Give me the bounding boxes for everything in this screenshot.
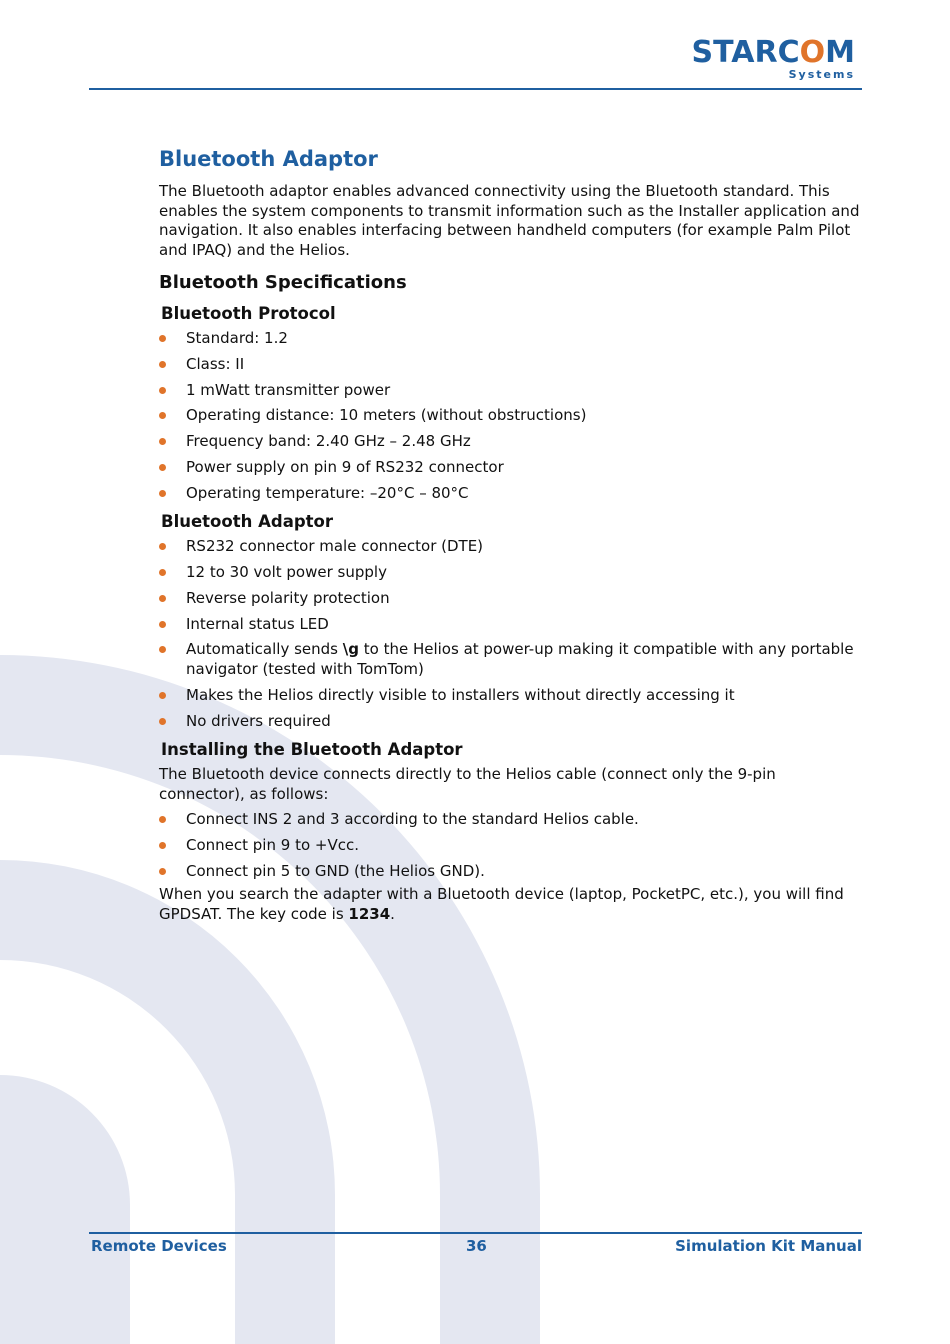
bullet-icon — [159, 621, 166, 628]
command-code: \g — [342, 640, 359, 659]
adaptor-heading: Bluetooth Adaptor — [161, 512, 333, 532]
list-item: Internal status LED — [159, 615, 864, 635]
bullet-icon — [159, 464, 166, 471]
bullet-icon — [159, 842, 166, 849]
list-item: Connect pin 9 to +Vcc. — [159, 836, 864, 856]
bullet-icon — [159, 438, 166, 445]
bullet-icon — [159, 595, 166, 602]
bullet-icon — [159, 387, 166, 394]
list-item: 12 to 30 volt power supply — [159, 563, 864, 583]
list-item: Connect INS 2 and 3 according to the standard Helios cable. — [159, 810, 864, 830]
list-item: Makes the Helios directly visible to installers without directly accessing it — [159, 686, 864, 706]
bullet-icon — [159, 718, 166, 725]
footer-divider — [89, 1232, 862, 1234]
logo-wordmark: STARCOM — [691, 35, 855, 70]
installing-closing: When you search the adapter with a Bluetooth device (laptop, PocketPC, etc.), you will find GPDSAT. The key code is 1234. — [159, 885, 844, 923]
key-code: 1234 — [348, 904, 391, 923]
bullet-icon — [159, 692, 166, 699]
footer-section-name: Remote Devices — [91, 1237, 227, 1255]
installing-list — [159, 810, 864, 881]
bullet-icon — [159, 569, 166, 576]
intro-paragraph: The Bluetooth adaptor enables advanced connectivity using the Bluetooth standard. This enables the system components to transmit information such as the Installer application and navigation. It also enables interfacing between handheld computers (for example Palm Pilot and IPAQ) and the Helios. — [159, 182, 860, 259]
list-item: 1 mWatt transmitter power — [159, 381, 864, 401]
list-item: Operating temperature: –20°C – 80°C — [159, 484, 864, 504]
page-content — [159, 144, 864, 924]
protocol-list — [159, 329, 864, 503]
specs-heading: Bluetooth Specifications — [159, 272, 407, 293]
list-item: Operating distance: 10 meters (without obstructions) — [159, 406, 864, 426]
page-title: Bluetooth Adaptor — [159, 147, 378, 171]
page-number: 36 — [466, 1237, 487, 1255]
installing-heading: Installing the Bluetooth Adaptor — [161, 740, 463, 760]
list-item: Automatically sends \g to the Helios at power-up making it compatible with any portable navigator (tested with TomTom) — [159, 640, 864, 679]
list-item: Class: II — [159, 355, 864, 375]
list-item: Connect pin 5 to GND (the Helios GND). — [159, 862, 864, 882]
list-item: RS232 connector male connector (DTE) — [159, 537, 864, 557]
bullet-icon — [159, 868, 166, 875]
header-divider — [89, 88, 862, 90]
list-item: No drivers required — [159, 712, 864, 732]
bullet-icon — [159, 335, 166, 342]
protocol-heading: Bluetooth Protocol — [161, 304, 336, 323]
bullet-icon — [159, 543, 166, 550]
bullet-icon — [159, 816, 166, 823]
starcom-logo — [685, 35, 855, 81]
list-item: Reverse polarity protection — [159, 589, 864, 609]
list-item: Frequency band: 2.40 GHz – 2.48 GHz — [159, 432, 864, 452]
adaptor-list — [159, 537, 864, 731]
list-item: Power supply on pin 9 of RS232 connector — [159, 458, 864, 478]
list-item: Standard: 1.2 — [159, 329, 864, 349]
logo-subtitle: Systems — [788, 68, 855, 81]
bullet-icon — [159, 412, 166, 419]
bullet-icon — [159, 490, 166, 497]
installing-intro: The Bluetooth device connects directly to the Helios cable (connect only the 9-pin connector), as follows: — [159, 765, 776, 803]
bullet-icon — [159, 361, 166, 368]
footer-document-title: Simulation Kit Manual — [675, 1237, 862, 1255]
bullet-icon — [159, 646, 166, 653]
